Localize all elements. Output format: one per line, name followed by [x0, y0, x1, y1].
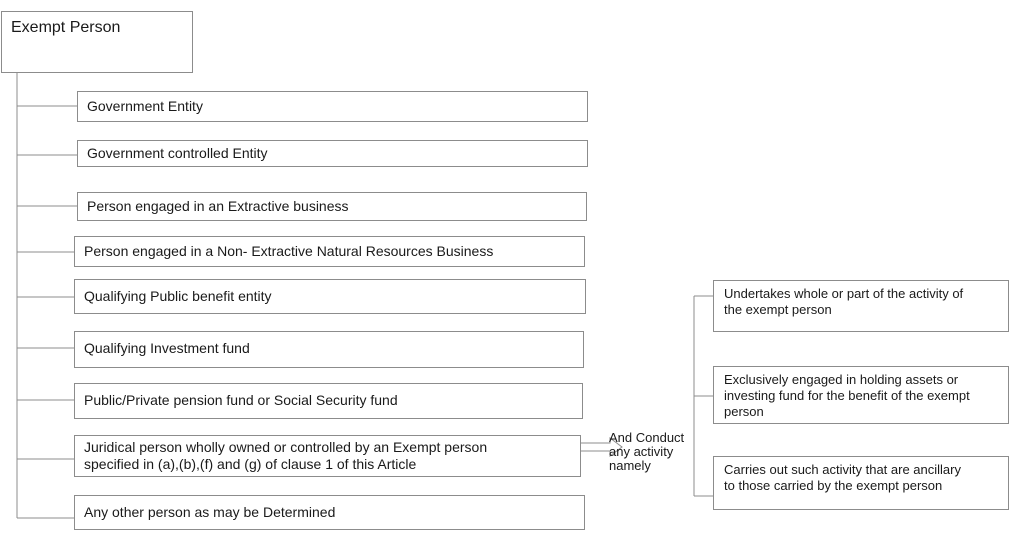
activity-holding-assets [713, 366, 1009, 424]
category-label: Government controlled Entity [87, 145, 268, 161]
activity-undertakes [713, 280, 1009, 332]
category-other-person [74, 495, 585, 530]
activity-line: Exclusively engaged in holding assets or [724, 372, 959, 387]
category-label: Person engaged in a Non- Extractive Natural Resources Business [84, 243, 494, 259]
category-juridical-person [74, 435, 581, 477]
category-label: Public/Private pension fund or Social Security fund [84, 392, 398, 408]
category-investment-fund [74, 331, 584, 368]
root-label: Exempt Person [11, 19, 121, 36]
connector-line: any activity [609, 444, 674, 459]
category-extractive-business [77, 192, 587, 221]
category-label: Qualifying Investment fund [84, 340, 250, 356]
connector-line: namely [609, 458, 651, 473]
root-node-exempt-person [1, 11, 193, 73]
category-government-controlled-entity [77, 140, 588, 167]
category-label-line: specified in (a),(b),(f) and (g) of clause 1 of this Article [84, 456, 417, 472]
category-public-benefit-entity [74, 279, 586, 314]
category-label: Government Entity [87, 98, 203, 114]
category-government-entity [77, 91, 588, 122]
activity-line: person [724, 404, 764, 419]
category-label: Qualifying Public benefit entity [84, 288, 272, 304]
connector-label [609, 431, 699, 473]
activity-line: to those carried by the exempt person [724, 478, 943, 493]
activity-line: Undertakes whole or part of the activity of [724, 286, 964, 301]
category-pension-fund [74, 383, 583, 419]
activity-line: investing fund for the benefit of the exempt [724, 388, 970, 403]
category-label: Person engaged in an Extractive business [87, 198, 349, 214]
activity-line: Carries out such activity that are ancillary [724, 462, 961, 477]
category-label: Any other person as may be Determined [84, 504, 336, 520]
category-label-line: Juridical person wholly owned or controlled by an Exempt person [84, 439, 488, 455]
activity-ancillary [713, 456, 1009, 510]
category-non-extractive-business [74, 236, 585, 267]
activity-line: the exempt person [724, 302, 832, 317]
connector-line: And Conduct [609, 430, 685, 445]
